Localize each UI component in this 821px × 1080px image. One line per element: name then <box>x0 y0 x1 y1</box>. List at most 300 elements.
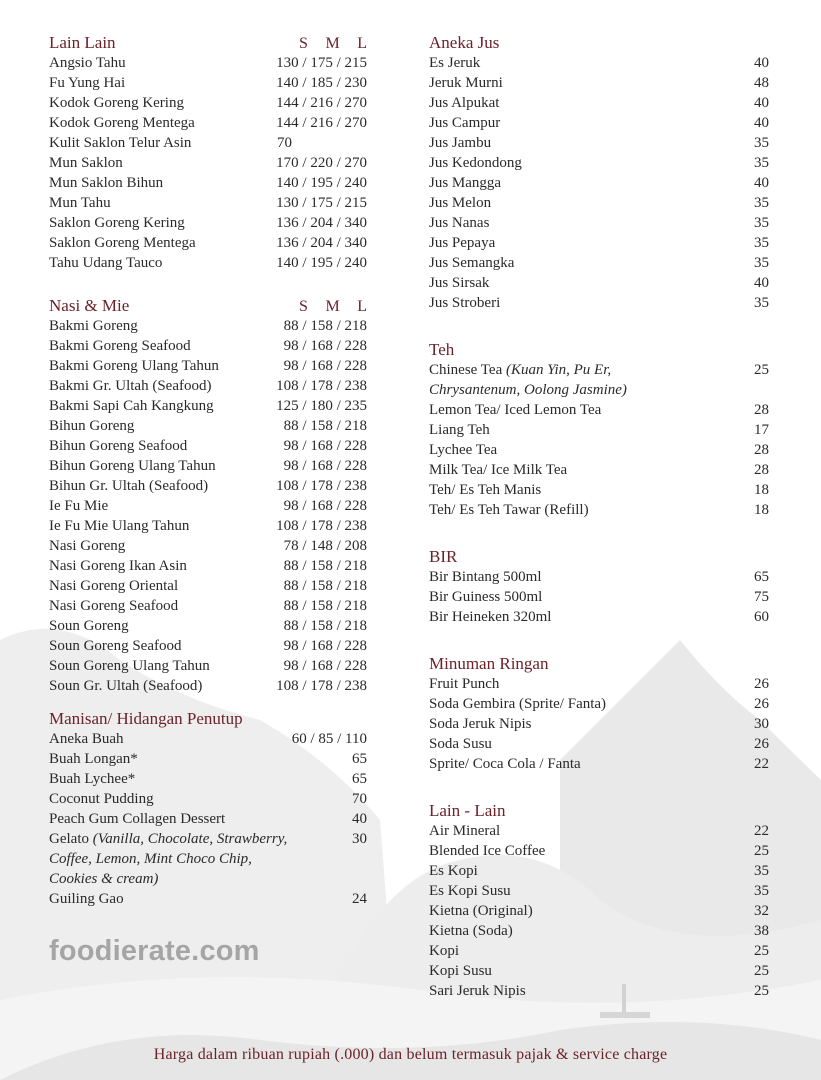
menu-item <box>429 821 769 841</box>
item-name <box>429 233 495 253</box>
menu-item <box>429 714 769 734</box>
section-header <box>49 295 367 316</box>
menu-item <box>429 153 769 173</box>
menu-item <box>49 676 367 696</box>
item-name <box>49 556 187 576</box>
size-m: M <box>325 35 340 52</box>
menu-item <box>49 233 367 253</box>
item-name-text: Blended Ice Coffee <box>429 843 546 859</box>
item-name-text: Ie Fu Mie <box>49 498 109 514</box>
item-price: 26 <box>754 696 769 712</box>
item-name <box>429 93 499 113</box>
item-name-text: Soun Goreng <box>49 618 129 634</box>
item-price: 108 / 178 / 238 <box>276 678 367 694</box>
item-name-text: Kulit Saklon Telur Asin <box>49 135 192 151</box>
menu-item <box>49 749 367 769</box>
item-price: 28 <box>754 402 769 418</box>
section-header <box>429 546 769 567</box>
item-price: 25 <box>754 963 769 979</box>
menu-item <box>429 73 769 93</box>
item-price: 28 <box>754 462 769 478</box>
item-price: 35 <box>754 155 769 171</box>
item-price: 70 <box>352 791 367 807</box>
menu-item <box>49 476 367 496</box>
item-price: 48 <box>754 75 769 91</box>
section-title: Lain - Lain <box>429 801 506 820</box>
menu-item <box>429 961 769 981</box>
menu-item <box>49 536 367 556</box>
item-price: 78 / 148 / 208 <box>283 538 367 554</box>
item-price: 88 / 158 / 218 <box>283 598 367 614</box>
item-note: (Kuan Yin, Pu Er, <box>506 362 612 378</box>
item-name <box>429 440 497 460</box>
item-name-text: Kietna (Soda) <box>429 923 513 939</box>
item-name <box>49 253 162 273</box>
item-name <box>49 616 129 636</box>
menu-item <box>49 356 367 376</box>
item-name-text: Teh/ Es Teh Tawar (Refill) <box>429 502 589 518</box>
menu-item <box>49 253 367 273</box>
item-price: 65 <box>352 751 367 767</box>
item-note: (Vanilla, Chocolate, Strawberry, <box>92 831 288 847</box>
item-name-text: Bakmi Gr. Ultah (Seafood) <box>49 378 212 394</box>
item-price: 144 / 216 / 270 <box>276 95 367 111</box>
item-price: 25 <box>754 943 769 959</box>
menu-item <box>429 881 769 901</box>
left-column <box>49 32 367 909</box>
menu-item <box>49 496 367 516</box>
item-note-continued: Cookies & cream) <box>49 871 159 887</box>
item-price: 40 <box>754 275 769 291</box>
item-name-text: Bihun Goreng Seafood <box>49 438 188 454</box>
menu-item <box>429 607 769 627</box>
item-name <box>429 213 489 233</box>
menu-item <box>49 113 367 133</box>
size-s: S <box>299 298 308 315</box>
item-price: 140 / 185 / 230 <box>276 75 367 91</box>
item-name <box>49 809 225 829</box>
item-name-text: Ie Fu Mie Ulang Tahun <box>49 518 190 534</box>
item-price: 35 <box>754 235 769 251</box>
item-name-text: Bir Guiness 500ml <box>429 589 543 605</box>
item-name <box>429 273 489 293</box>
item-name <box>429 734 492 754</box>
item-name-text: Jus Nanas <box>429 215 490 231</box>
menu-item <box>49 769 367 789</box>
item-name-text: Bakmi Goreng <box>49 318 138 334</box>
boat <box>600 1012 650 1018</box>
item-name <box>49 536 125 556</box>
item-price: 24 <box>352 891 367 907</box>
item-price: 35 <box>754 195 769 211</box>
item-name <box>429 420 490 440</box>
size-l: L <box>357 35 367 52</box>
size-labels <box>299 35 367 53</box>
item-name <box>49 576 178 596</box>
item-name-text: Sari Jeruk Nipis <box>429 983 526 999</box>
item-name <box>429 193 491 213</box>
section-header <box>429 32 769 53</box>
item-price: 40 <box>754 115 769 131</box>
item-price: 28 <box>754 442 769 458</box>
item-price: 98 / 168 / 228 <box>283 638 367 654</box>
item-name <box>49 73 125 93</box>
item-name-text: Jus Alpukat <box>429 95 500 111</box>
item-name <box>429 981 526 1001</box>
item-name <box>49 193 111 213</box>
menu-item <box>49 316 367 336</box>
item-name <box>429 400 601 420</box>
item-name <box>429 961 492 981</box>
item-name-text: Nasi Goreng Seafood <box>49 598 179 614</box>
section-title: Minuman Ringan <box>429 654 549 673</box>
item-price: 140 / 195 / 240 <box>276 175 367 191</box>
item-name <box>49 376 211 396</box>
section-manisan <box>49 708 367 909</box>
item-name <box>429 881 511 901</box>
menu-item <box>429 841 769 861</box>
item-name <box>429 73 503 93</box>
menu-item <box>429 981 769 1001</box>
item-name <box>49 516 189 536</box>
item-name <box>49 829 287 849</box>
item-list <box>429 567 769 627</box>
item-name <box>429 113 500 133</box>
menu-item <box>429 253 769 273</box>
item-name-text: Bihun Goreng Ulang Tahun <box>49 458 216 474</box>
item-name-text: Jeruk Murni <box>429 75 503 91</box>
item-name <box>49 676 202 696</box>
item-name-text: Saklon Goreng Kering <box>49 215 185 231</box>
item-name <box>429 861 478 881</box>
section-header <box>429 339 769 360</box>
item-price: 70 <box>277 135 292 151</box>
item-name <box>49 656 210 676</box>
item-name-text: Nasi Goreng Ikan Asin <box>49 558 187 574</box>
size-s: S <box>299 35 308 52</box>
item-name <box>429 360 611 380</box>
item-name-text: Soun Goreng Ulang Tahun <box>49 658 210 674</box>
menu-item <box>429 901 769 921</box>
item-name <box>49 233 196 253</box>
item-price: 35 <box>754 883 769 899</box>
item-name <box>49 749 138 769</box>
item-name-text: Jus Mangga <box>429 175 502 191</box>
section-minuman-ringan <box>429 653 769 774</box>
item-name-text: Jus Semangka <box>429 255 515 271</box>
menu-item <box>429 460 769 480</box>
item-name-text: Soda Jeruk Nipis <box>429 716 532 732</box>
item-price: 26 <box>754 736 769 752</box>
item-name-text: Fruit Punch <box>429 676 500 692</box>
item-name <box>429 153 522 173</box>
item-name <box>49 416 134 436</box>
item-price: 40 <box>754 175 769 191</box>
item-name <box>49 476 208 496</box>
item-name-text: Mun Saklon Bihun <box>49 175 164 191</box>
menu-item <box>49 789 367 809</box>
item-name-text: Jus Campur <box>429 115 501 131</box>
item-name-text: Jus Sirsak <box>429 275 490 291</box>
item-name-text: Nasi Goreng <box>49 538 126 554</box>
item-price: 98 / 168 / 228 <box>283 358 367 374</box>
item-price: 98 / 168 / 228 <box>283 658 367 674</box>
item-name-text: Lychee Tea <box>429 442 498 458</box>
item-name-text: Chinese Tea <box>429 362 503 378</box>
item-name <box>49 729 124 749</box>
item-name-text: Aneka Buah <box>49 731 124 747</box>
menu-item <box>429 674 769 694</box>
item-price: 98 / 168 / 228 <box>283 458 367 474</box>
item-name <box>49 636 181 656</box>
section-header <box>429 800 769 821</box>
item-name <box>429 694 606 714</box>
menu-item <box>49 809 367 829</box>
item-price: 140 / 195 / 240 <box>276 255 367 271</box>
menu-item <box>49 73 367 93</box>
item-price: 108 / 178 / 238 <box>276 378 367 394</box>
menu-item <box>429 500 769 520</box>
item-name-text: Bakmi Goreng Ulang Tahun <box>49 358 219 374</box>
menu-item <box>429 400 769 420</box>
menu-item <box>429 734 769 754</box>
item-note-continued: Coffee, Lemon, Mint Choco Chip, <box>49 851 252 867</box>
item-name-text: Gelato <box>49 831 89 847</box>
item-name-text: Mun Tahu <box>49 195 111 211</box>
item-name <box>429 607 551 627</box>
item-list <box>49 729 367 909</box>
item-price: 88 / 158 / 218 <box>283 418 367 434</box>
item-name <box>429 841 545 861</box>
item-name-text: Mun Saklon <box>49 155 123 171</box>
size-m: M <box>325 298 340 315</box>
menu-item <box>429 754 769 774</box>
menu-item <box>429 861 769 881</box>
item-name <box>49 173 163 193</box>
item-list <box>429 53 769 313</box>
item-name <box>429 921 513 941</box>
item-name <box>429 901 533 921</box>
menu-item <box>49 93 367 113</box>
item-name <box>49 789 154 809</box>
item-name <box>429 714 532 734</box>
item-list <box>429 360 769 520</box>
item-list <box>429 674 769 774</box>
item-name <box>49 53 126 73</box>
item-price: 30 <box>754 716 769 732</box>
item-name <box>49 596 178 616</box>
section-title: Aneka Jus <box>429 33 500 52</box>
item-price: 32 <box>754 903 769 919</box>
item-price: 17 <box>754 422 769 438</box>
item-price: 65 <box>754 569 769 585</box>
item-price: 35 <box>754 135 769 151</box>
item-name <box>429 460 567 480</box>
item-name-text: Es Kopi Susu <box>429 883 511 899</box>
menu-item <box>429 480 769 500</box>
section-header <box>429 653 769 674</box>
item-name <box>49 396 214 416</box>
item-name-text: Jus Pepaya <box>429 235 496 251</box>
item-name <box>49 496 108 516</box>
section-header <box>49 32 367 53</box>
item-name-text: Soda Gembira (Sprite/ Fanta) <box>429 696 607 712</box>
item-name-text: Nasi Goreng Oriental <box>49 578 179 594</box>
item-price: 35 <box>754 295 769 311</box>
item-price: 26 <box>754 676 769 692</box>
item-name-text: Kodok Goreng Kering <box>49 95 184 111</box>
menu-item <box>429 233 769 253</box>
menu-item <box>49 416 367 436</box>
item-name <box>429 500 589 520</box>
item-name-text: Jus Kedondong <box>429 155 522 171</box>
menu-item <box>429 567 769 587</box>
item-price: 88 / 158 / 218 <box>283 618 367 634</box>
item-price: 22 <box>754 823 769 839</box>
item-name <box>49 456 216 476</box>
item-name-text: Kietna (Original) <box>429 903 533 919</box>
menu-item <box>49 829 367 849</box>
item-name <box>49 356 219 376</box>
item-name-text: Bihun Gr. Ultah (Seafood) <box>49 478 209 494</box>
item-price: 88 / 158 / 218 <box>283 318 367 334</box>
item-name-text: Saklon Goreng Mentega <box>49 235 196 251</box>
item-name <box>49 769 135 789</box>
menu-item <box>49 456 367 476</box>
item-name-text: Bir Heineken 320ml <box>429 609 552 625</box>
item-price: 35 <box>754 215 769 231</box>
item-price: 125 / 180 / 235 <box>276 398 367 414</box>
item-name-text: Kodok Goreng Mentega <box>49 115 195 131</box>
item-name <box>429 253 514 273</box>
menu-item <box>49 193 367 213</box>
item-price: 98 / 168 / 228 <box>283 438 367 454</box>
item-price: 60 / 85 / 110 <box>291 731 367 747</box>
item-price: 35 <box>754 863 769 879</box>
menu-item <box>429 440 769 460</box>
item-name-text: Soda Susu <box>429 736 492 752</box>
item-price: 88 / 158 / 218 <box>283 558 367 574</box>
menu-item <box>429 213 769 233</box>
section-title: Teh <box>429 340 455 359</box>
item-name-text: Tahu Udang Tauco <box>49 255 163 271</box>
item-name-text: Es Jeruk <box>429 55 481 71</box>
item-price: 88 / 158 / 218 <box>283 578 367 594</box>
item-name <box>49 213 185 233</box>
menu-item <box>49 436 367 456</box>
item-price: 170 / 220 / 270 <box>276 155 367 171</box>
section-title: Manisan/ Hidangan Penutup <box>49 709 243 728</box>
item-name-text: Liang Teh <box>429 422 490 438</box>
menu-item <box>49 729 367 749</box>
item-name-text: Milk Tea/ Ice Milk Tea <box>429 462 568 478</box>
item-price: 98 / 168 / 228 <box>283 498 367 514</box>
size-labels <box>299 298 367 316</box>
item-name <box>429 821 500 841</box>
menu-item <box>429 420 769 440</box>
menu-item <box>429 587 769 607</box>
item-price: 40 <box>352 811 367 827</box>
section-title: BIR <box>429 547 458 566</box>
item-list <box>49 53 367 273</box>
item-name-text: Soun Gr. Ultah (Seafood) <box>49 678 203 694</box>
item-name <box>429 133 491 153</box>
menu-item <box>429 360 769 380</box>
item-price: 108 / 178 / 238 <box>276 478 367 494</box>
item-price: 65 <box>352 771 367 787</box>
item-name <box>49 889 124 909</box>
item-name <box>49 113 195 133</box>
menu-item <box>49 656 367 676</box>
menu-item <box>49 889 367 909</box>
item-note-continued: Chrysantenum, Oolong Jasmine) <box>429 382 627 398</box>
item-name-text: Buah Longan* <box>49 751 138 767</box>
item-price: 25 <box>754 843 769 859</box>
item-name-text: Guiling Gao <box>49 891 124 907</box>
item-name <box>49 316 138 336</box>
menu-item <box>49 636 367 656</box>
item-name-text: Bakmi Sapi Cah Kangkung <box>49 398 214 414</box>
item-name-text: Teh/ Es Teh Manis <box>429 482 542 498</box>
section-nasi-mie <box>49 295 367 696</box>
section-header <box>49 708 367 729</box>
menu-item <box>429 293 769 313</box>
menu-item <box>49 396 367 416</box>
section-aneka-jus <box>429 32 769 313</box>
item-price: 130 / 175 / 215 <box>276 195 367 211</box>
item-name-text: Kopi <box>429 943 459 959</box>
menu-item <box>49 376 367 396</box>
item-name <box>429 53 480 73</box>
item-name <box>429 173 501 193</box>
item-price: 25 <box>754 362 769 378</box>
item-name-text: Sprite/ Coca Cola / Fanta <box>429 756 581 772</box>
item-name-text: Lemon Tea/ Iced Lemon Tea <box>429 402 602 418</box>
item-name-text: Angsio Tahu <box>49 55 126 71</box>
item-name <box>429 567 542 587</box>
section-title: Lain Lain <box>49 33 116 52</box>
right-column <box>429 32 769 1001</box>
item-name-text: Air Mineral <box>429 823 501 839</box>
menu-item <box>49 153 367 173</box>
item-price: 35 <box>754 255 769 271</box>
item-price: 25 <box>754 983 769 999</box>
price-note-footer: Harga dalam ribuan rupiah (.000) dan belum termasuk pajak & service charge <box>153 1046 668 1063</box>
menu-item <box>429 941 769 961</box>
item-name <box>49 153 123 173</box>
menu-item <box>49 336 367 356</box>
item-name-text: Fu Yung Hai <box>49 75 126 91</box>
item-name-text: Jus Stroberi <box>429 295 501 311</box>
menu-item <box>429 53 769 73</box>
item-price: 130 / 175 / 215 <box>276 55 367 71</box>
item-list <box>49 316 367 696</box>
item-name-text: Peach Gum Collagen Dessert <box>49 811 226 827</box>
item-name-text: Bakmi Goreng Seafood <box>49 338 191 354</box>
item-name-text: Bir Bintang 500ml <box>429 569 542 585</box>
section-lain-lain-drinks <box>429 800 769 1001</box>
item-name-text: Buah Lychee* <box>49 771 136 787</box>
item-price: 136 / 204 / 340 <box>276 215 367 231</box>
item-name <box>429 480 541 500</box>
menu-item <box>49 133 367 153</box>
item-name <box>49 336 191 356</box>
watermark: foodierate.com <box>49 935 260 967</box>
item-price: 108 / 178 / 238 <box>276 518 367 534</box>
item-list <box>429 821 769 1001</box>
menu-item <box>49 576 367 596</box>
menu-item <box>49 173 367 193</box>
